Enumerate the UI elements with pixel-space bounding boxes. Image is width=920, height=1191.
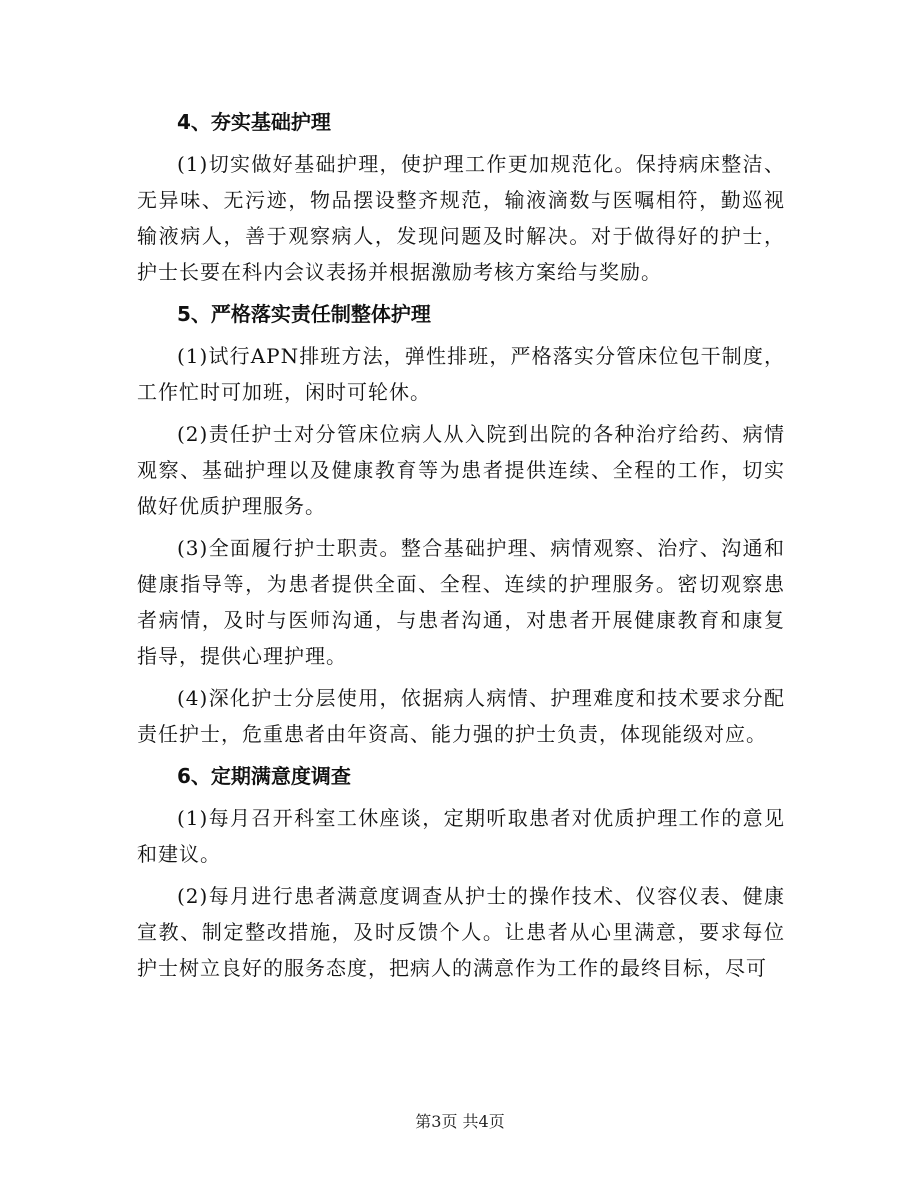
paragraph-5-2: (2)责任护士对分管床位病人从入院到出院的各种治疗给药、病情观察、基础护理以及健康教育等为患者提供连续、全程的工作，切实做好优质护理服务。 xyxy=(137,422,785,518)
paragraph-5-1: (1)试行APN排班方法，弹性排班，严格落实分管床位包干制度，工作忙时可加班，闲时可轮休。 xyxy=(137,344,785,404)
paragraph-6-1: (1)每月召开科室工休座谈，定期听取患者对优质护理工作的意见和建议。 xyxy=(137,806,785,866)
page-number-footer: 第3页 共4页 xyxy=(415,1112,505,1131)
paragraph-5-4: (4)深化护士分层使用，依据病人病情、护理难度和技术要求分配责任护士，危重患者由年资高、能力强的护士负责，体现能级对应。 xyxy=(137,686,785,746)
section-heading-4: 4、夯实基础护理 xyxy=(177,110,331,134)
paragraph-6-2: (2)每月进行患者满意度调查从护士的操作技术、仪容仪表、健康宣教、制定整改措施，及时反馈个人。让患者从心里满意，要求每位护士树立良好的服务态度，把病人的满意作为工作的最终目标，尽可 xyxy=(137,884,785,980)
paragraph-4-1: (1)切实做好基础护理，使护理工作更加规范化。保持病床整洁、无异味、无污迹，物品摆设整齐规范，输液滴数与医嘱相符，勤巡视输液病人，善于观察病人，发现问题及时解决。对于做得好的护士，护士长要在科内会议表扬并根据激励考核方案给与奖励。 xyxy=(137,152,785,284)
paragraph-5-3: (3)全面履行护士职责。整合基础护理、病情观察、治疗、沟通和健康指导等，为患者提供全面、全程、连续的护理服务。密切观察患者病情，及时与医师沟通，与患者沟通，对患者开展健康教育和康复指导，提供心理护理。 xyxy=(137,536,785,668)
section-heading-5: 5、严格落实责任制整体护理 xyxy=(177,302,431,326)
section-heading-6: 6、定期满意度调查 xyxy=(177,764,351,788)
document-body xyxy=(137,104,785,986)
